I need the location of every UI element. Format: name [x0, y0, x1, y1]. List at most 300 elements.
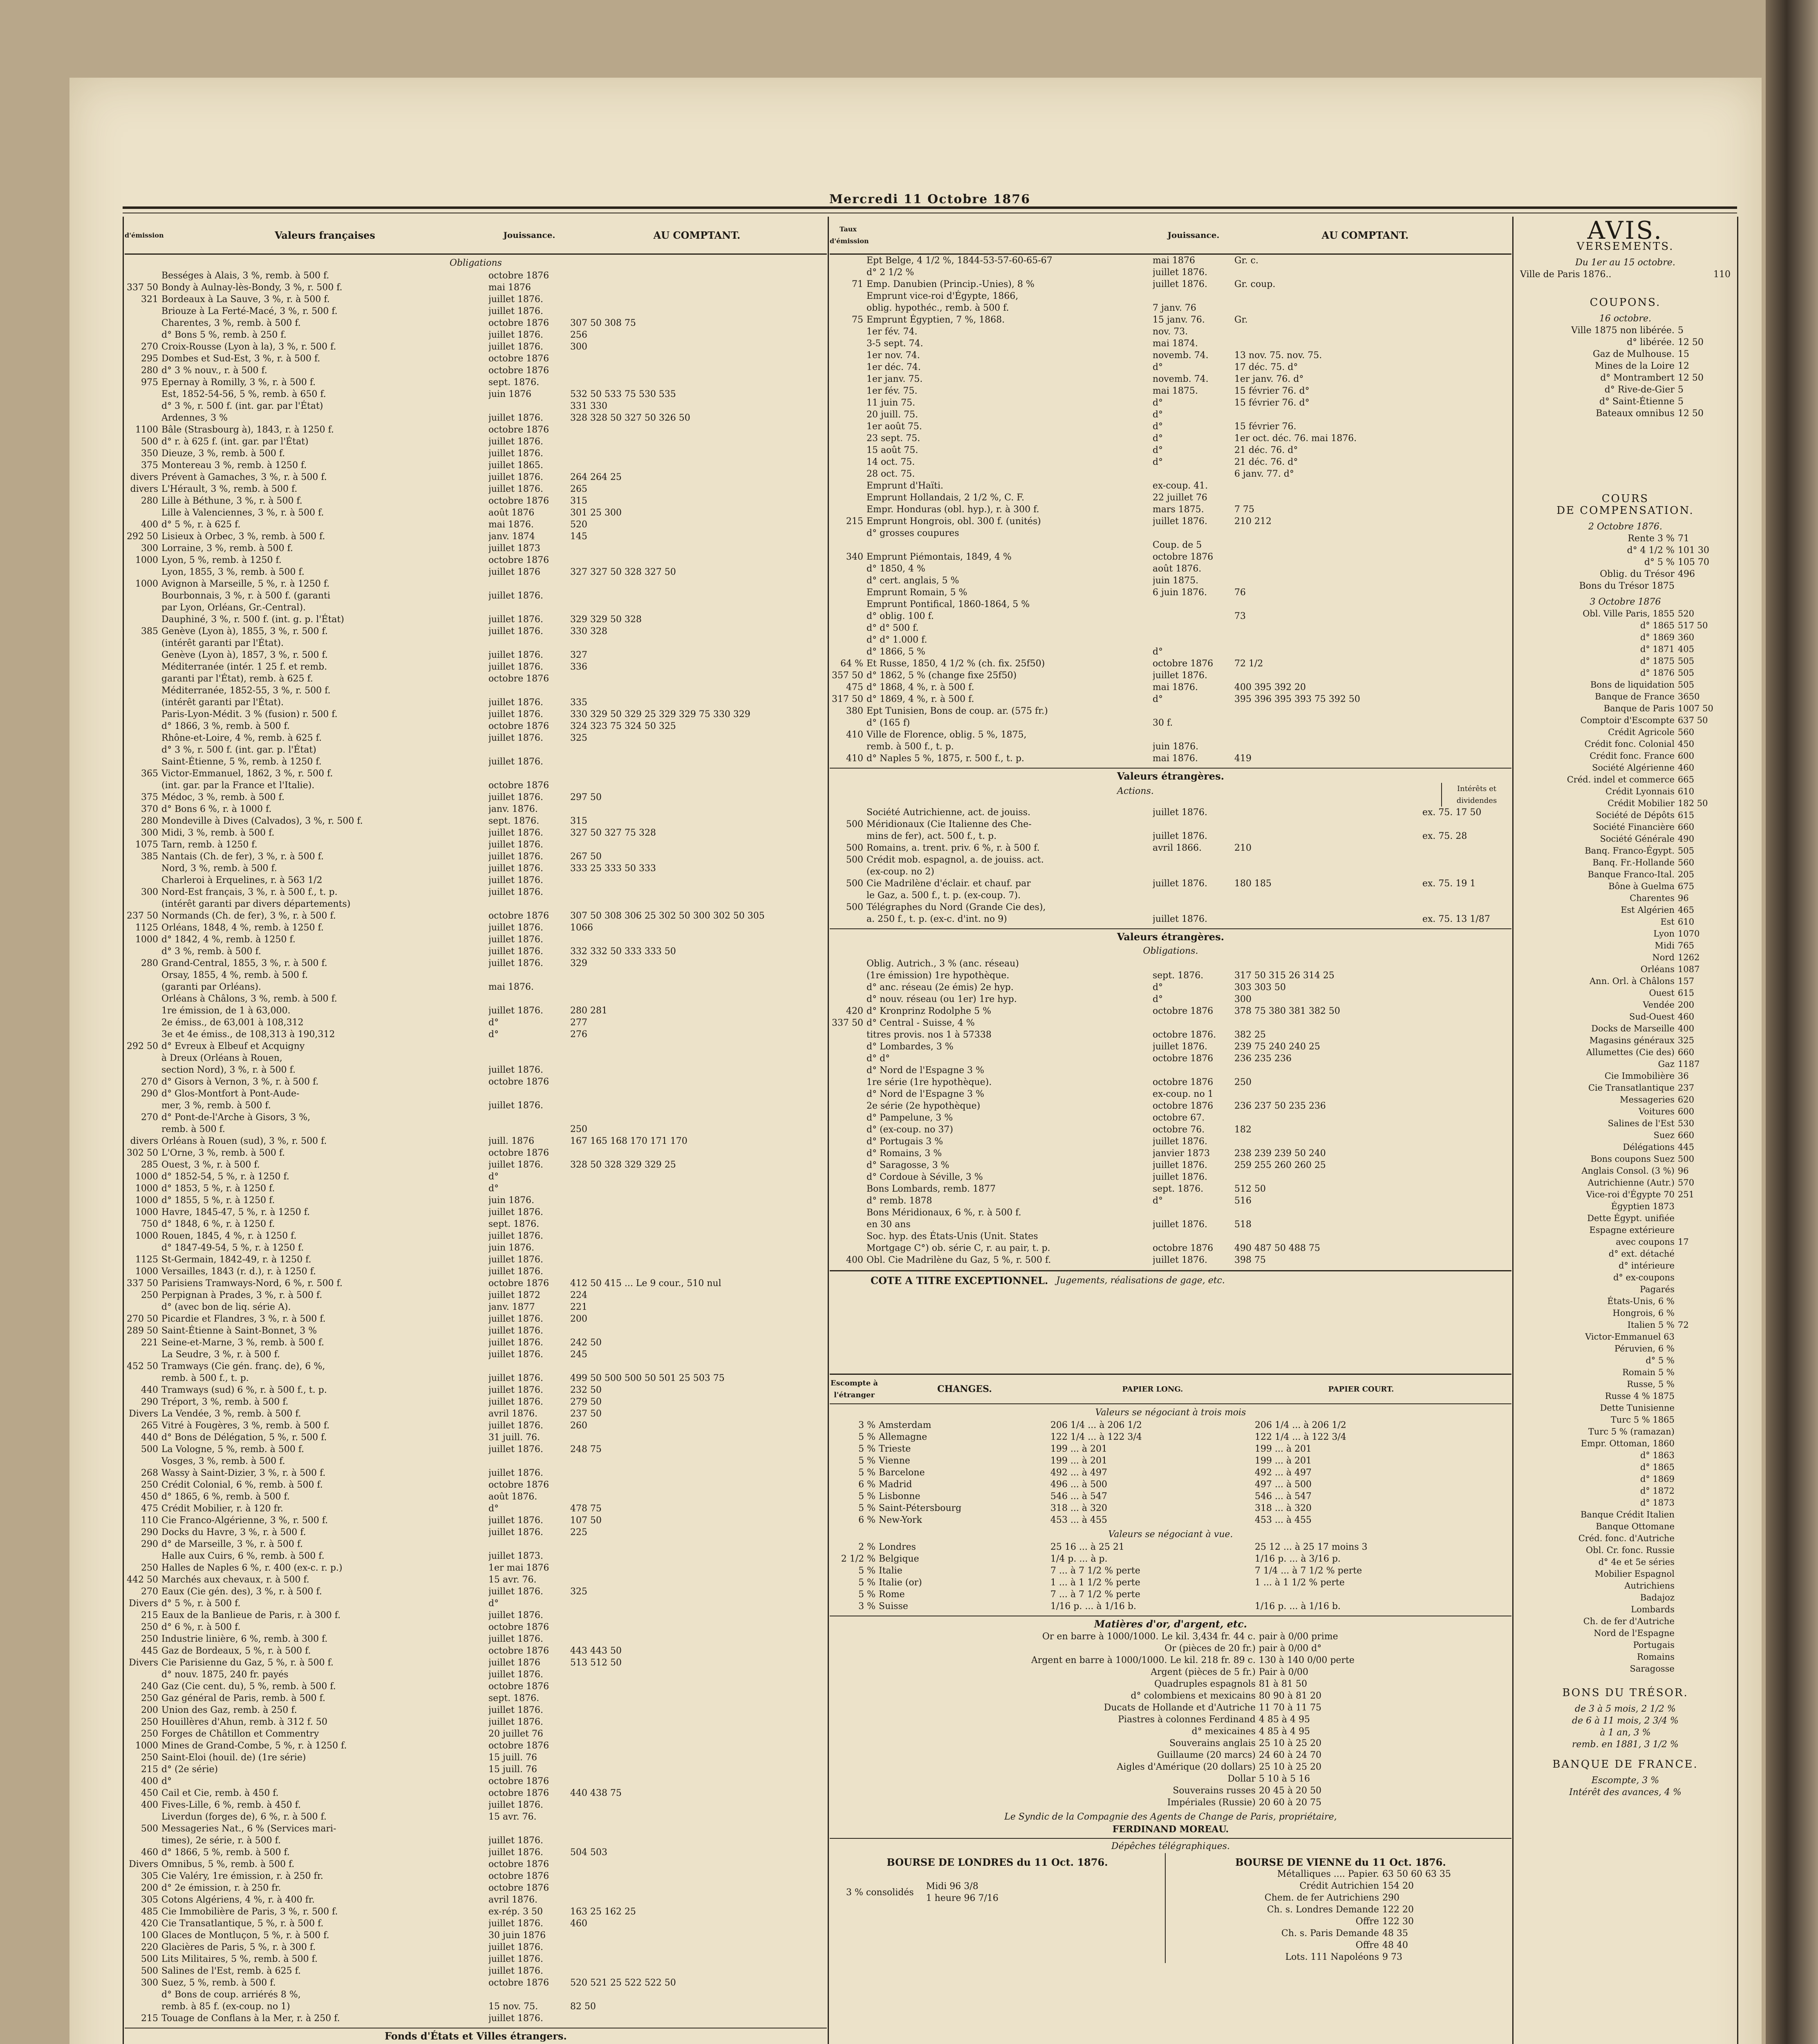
jouissance-date: juillet 1876.	[488, 1385, 543, 1395]
compensation-item: Lombards	[1631, 1605, 1675, 1614]
cash-price	[1234, 854, 1422, 866]
jouissance-date: octobre 1876	[1153, 1101, 1213, 1111]
cash-price	[570, 1858, 824, 1870]
security-name: Seine-et-Marne, 3 %, remb. à 500 f.	[161, 1338, 325, 1348]
security-name: d° oblig. 100 f.	[866, 611, 934, 621]
security-name: (ex-coup. no 2)	[866, 867, 934, 877]
london-1h-quote: 1 heure 96 7/16	[926, 1893, 999, 1903]
table-row	[1514, 703, 1736, 715]
foreign-actions-subtitle: Actions.	[1117, 786, 1154, 796]
compensation-value: 500	[1678, 1154, 1695, 1164]
compensation-item: Sud-Ouest	[1629, 1012, 1675, 1022]
jouissance-date: juillet 1876.	[488, 863, 543, 874]
emission-price: Divers	[129, 1658, 158, 1668]
table-row	[830, 1490, 1511, 1502]
security-name: Rouen, 1845, 4 %, r. à 1250 f.	[161, 1231, 297, 1241]
table-row	[125, 1870, 827, 1882]
security-name: Gaz de Bordeaux, 5 %, r. à 500 f.	[161, 1646, 311, 1656]
compensation-item: Turc 5 % (ramazan)	[1588, 1427, 1675, 1437]
emission-price: 290	[141, 1089, 158, 1099]
security-name: Saint-Eloi (houil. de) (1re série)	[161, 1753, 306, 1763]
table-row	[125, 756, 827, 768]
jouissance-date: juillet 1876.	[488, 1954, 543, 1964]
table-row	[125, 1112, 827, 1123]
security-name: d° 1862, 5 % (change fixe 25f50)	[866, 670, 1017, 681]
table-row	[125, 2013, 827, 2024]
compensation-item: Messageries	[1620, 1095, 1675, 1105]
compensation-item: Banque Franco-Ital.	[1587, 870, 1675, 879]
table-row	[830, 350, 1511, 361]
compensation-value: 460	[1678, 1012, 1695, 1022]
security-name: d° (avec bon de liq. série A).	[161, 1302, 291, 1312]
compensation-value	[1678, 1521, 1727, 1533]
emission-price: 220	[141, 1942, 158, 1952]
cash-price: 329 329 50 328	[570, 614, 642, 625]
table-row	[830, 1678, 1511, 1690]
cash-price	[570, 1206, 824, 1218]
security-name: Eaux de la Banlieue de Paris, r. à 300 f.	[161, 1610, 341, 1620]
cash-price: 303 303 50	[1234, 982, 1286, 993]
emission-price	[125, 388, 161, 400]
exchange-place: Rome	[879, 1589, 905, 1600]
emission-price: 1000	[135, 1231, 158, 1241]
table-row	[830, 539, 1511, 551]
table-row	[125, 578, 827, 590]
cash-price: 82 50	[570, 2001, 596, 2012]
table-row	[830, 1702, 1511, 1714]
table-row	[830, 1100, 1511, 1112]
compensation-item: Mobilier Espagnol	[1594, 1569, 1675, 1579]
versements-period: Du 1er au 15 octobre.	[1575, 258, 1675, 268]
cash-price	[570, 1764, 824, 1775]
table-row	[830, 993, 1511, 1005]
emission-price	[125, 2001, 161, 2013]
cash-price	[1234, 1136, 1508, 1148]
changes-header	[830, 1374, 1511, 1404]
table-row	[125, 1930, 827, 1941]
table-row	[830, 1041, 1511, 1053]
table-row	[830, 1195, 1511, 1207]
security-name	[866, 539, 1153, 551]
compensation-item: Banq. Fr.-Hollande	[1592, 858, 1675, 867]
table-row	[1514, 1023, 1736, 1035]
compensation-value: 17	[1678, 1237, 1689, 1247]
table-row	[125, 507, 827, 519]
jouissance-date: juillet 1876.	[1153, 516, 1207, 527]
compensation-value: 660	[1678, 1047, 1695, 1057]
compensation-value: 610	[1678, 917, 1695, 927]
security-name: d° 1855, 5 %, r. à 1250 f.	[161, 1195, 275, 1206]
jouissance-date: d°	[1153, 398, 1163, 408]
foreign-actions-title: Valeurs étrangères.	[830, 768, 1511, 782]
cash-price: 73	[1234, 611, 1246, 621]
table-row	[830, 1797, 1511, 1809]
table-row	[1514, 1070, 1736, 1082]
cash-price	[1234, 634, 1508, 646]
cash-price: 440 438 75	[570, 1788, 622, 1798]
cash-price: 264 264 25	[570, 472, 622, 482]
long-paper-rate: 1/16 p. ... à 1/16 b.	[1050, 1601, 1137, 1611]
table-row	[830, 397, 1511, 409]
table-row	[830, 1690, 1511, 1702]
compensation-item: d° 1865	[1640, 1462, 1675, 1472]
table-row	[1514, 1592, 1736, 1604]
cash-price: 512 50	[1234, 1184, 1266, 1194]
table-row	[830, 444, 1511, 456]
jouissance-date: juillet 1876.	[488, 1421, 543, 1431]
security-name: d° 1848, 6 %, r. à 1250 f.	[161, 1219, 275, 1229]
security-name: times), 2e série, r. à 500 f.	[161, 1836, 281, 1846]
table-row	[1514, 881, 1736, 892]
security-name: Briouze à La Ferté-Macé, 3 %, r. 500 f.	[161, 306, 338, 316]
security-name: Charentes, 3 %, remb. à 500 f.	[161, 318, 301, 328]
table-row	[830, 753, 1511, 764]
compensation-item: Nord de l'Espagne	[1594, 1628, 1675, 1638]
table-row	[830, 1737, 1511, 1749]
table-row	[125, 1443, 827, 1455]
coupons-date: 16 octobre.	[1599, 314, 1652, 324]
metal-name: Argent (pièces de 5 fr.)	[1151, 1667, 1256, 1677]
table-row	[125, 732, 827, 744]
table-row	[830, 1565, 1511, 1577]
obligations-section-title: Obligations	[450, 258, 502, 268]
emission-price: 289 50	[127, 1326, 158, 1336]
coupons-list	[1514, 325, 1736, 419]
cash-price	[570, 1775, 824, 1787]
compensation-item: Russe 4 % 1875	[1605, 1391, 1675, 1401]
emission-rate	[830, 587, 866, 598]
emission-rate	[830, 890, 866, 901]
emission-rate	[830, 1159, 866, 1171]
jouissance-date	[1153, 705, 1234, 717]
emission-price: 500	[141, 1824, 158, 1834]
table-row	[830, 551, 1511, 563]
short-paper-rate: 25 12 ... à 25 17 moins 3	[1255, 1542, 1368, 1552]
table-row	[125, 1752, 827, 1764]
dividend	[1422, 890, 1492, 901]
table-row	[830, 468, 1511, 480]
emission-price: Divers	[129, 1598, 158, 1609]
jouissance-date: avril 1876.	[488, 1409, 538, 1419]
security-name: (intérêt garanti par l'État).	[161, 638, 284, 648]
jouissance-date: octobre 1876	[488, 911, 549, 921]
jouissance-date: d°	[1153, 1196, 1163, 1206]
cash-price: 21 déc. 76. d°	[1234, 445, 1298, 455]
vienna-value: 154 20	[1382, 1881, 1414, 1891]
security-name: d° remb. 1878	[866, 1196, 932, 1206]
emission-price: divers	[130, 1136, 158, 1146]
table-row	[125, 1420, 827, 1432]
jouissance-date: octobre 1876	[1153, 1006, 1213, 1016]
security-name: d° 5 %, r. à 625 f.	[161, 520, 241, 530]
vienna-item: Chem. de fer Autrichiens	[1264, 1893, 1379, 1903]
page-date-header: Mercredi 11 Octobre 1876	[829, 192, 1031, 206]
security-name: 1er janv. 75.	[866, 374, 923, 384]
cash-price	[570, 1550, 824, 1562]
table-row	[1514, 384, 1736, 396]
table-row	[1514, 372, 1736, 384]
coupon-value: 12 50	[1678, 373, 1704, 383]
emission-price	[125, 863, 161, 874]
compensation-item: Midi	[1655, 941, 1675, 950]
cash-price	[1234, 1112, 1508, 1124]
jouissance-date: juillet 1876.	[488, 852, 543, 862]
security-name: L'Orne, 3 %, remb. à 500 f.	[161, 1148, 285, 1158]
discount-rate: 3 %	[858, 1601, 875, 1611]
cash-price	[570, 1633, 824, 1645]
emission-price: 250	[141, 1753, 158, 1763]
cash-price	[1234, 717, 1508, 729]
compensation-value: 765	[1678, 941, 1695, 950]
cash-price	[570, 294, 824, 305]
emission-price: 110	[141, 1515, 158, 1526]
compensation-value: 1070	[1678, 929, 1700, 939]
jouissance-date: octobre 1876	[488, 425, 549, 435]
table-row	[1514, 1177, 1736, 1189]
exchange-place: Vienne	[879, 1456, 910, 1466]
compensation-item: Bons du Trésor 1875	[1579, 581, 1675, 591]
emission-price	[125, 1455, 161, 1467]
security-name: d° 1866, 5 %	[866, 647, 925, 657]
jouissance-date: octobre 1876	[488, 496, 549, 506]
cash-price	[1234, 1065, 1508, 1076]
table-row	[1514, 1627, 1736, 1639]
table-row	[1514, 1082, 1736, 1094]
security-name: Midi, 3 %, remb. à 500 f.	[161, 828, 275, 838]
security-name: Vitré à Fougères, 3 %, remb. à 500 f.	[161, 1421, 330, 1431]
emission-rate	[830, 326, 866, 338]
table-row	[1514, 1378, 1736, 1390]
compensation-item: Turc 5 % 1865	[1610, 1415, 1675, 1425]
compensation-item: Charentes	[1630, 893, 1675, 903]
metal-price: 25 10 à 25 20	[1259, 1762, 1322, 1772]
table-row	[125, 1882, 827, 1894]
long-paper-rate: 206 1/4 ... à 206 1/2	[1050, 1420, 1142, 1430]
security-name: Lyon, 5 %, remb. à 1250 f.	[161, 555, 282, 565]
table-row	[830, 575, 1511, 587]
metal-price: 24 60 à 24 70	[1259, 1750, 1322, 1760]
metal-name: Piastres à colonnes Ferdinand	[1118, 1715, 1256, 1725]
emission-price: 475	[141, 1504, 158, 1514]
table-row	[125, 1799, 827, 1811]
jouissance-date: juillet 1876.	[488, 875, 543, 885]
jouissance-date: juillet 1876.	[488, 330, 543, 340]
cash-price: 315	[570, 816, 587, 826]
cours-date-1: 2 Octobre 1876.	[1588, 522, 1663, 532]
telegraph-title: Dépêches télégraphiques.	[830, 1838, 1511, 1852]
emission-price: Divers	[129, 1859, 158, 1869]
security-name: Nord-Est français, 3 %, r. à 500 f., t. p.	[161, 887, 338, 897]
coupon-value: 12 50	[1678, 337, 1704, 347]
jouissance-date: d°	[1153, 410, 1163, 420]
table-row	[1514, 1130, 1736, 1141]
table-row	[125, 1123, 827, 1135]
table-row	[1514, 655, 1736, 667]
security-name: Ept Belge, 4 1/2 %, 1844-53-57-60-65-67	[866, 256, 1052, 266]
compensation-item: d° ext. détaché	[1608, 1249, 1675, 1259]
table-row	[125, 1775, 827, 1787]
jouissance-date: juillet 1876.	[488, 1338, 543, 1348]
compensation-value: 560	[1678, 858, 1695, 867]
emission-rate	[830, 373, 866, 385]
table-row	[125, 1953, 827, 1965]
jouissance-date: octobre 1876	[488, 318, 549, 328]
jouissance-date: sept. 1876.	[488, 816, 540, 826]
security-name: Marchés aux chevaux, r. à 500 f.	[161, 1575, 309, 1585]
cash-price	[570, 1088, 824, 1100]
jouissance-date: sept. 1876.	[1153, 1184, 1204, 1194]
table-row	[125, 1858, 827, 1870]
jouissance-date: octobre 1876	[488, 1622, 549, 1632]
compensation-value: 325	[1678, 1035, 1695, 1045]
metal-price: 20 45 à 20 50	[1259, 1786, 1322, 1796]
security-name: d° 1850, 4 %	[866, 564, 925, 574]
security-name: Glacières de Paris, 5 %, r. à 300 f.	[161, 1942, 316, 1952]
emission-rate	[830, 1076, 866, 1088]
cash-price: 443 443 50	[570, 1646, 622, 1656]
vienna-value: 290	[1382, 1893, 1399, 1903]
compensation-value	[1678, 1604, 1727, 1616]
compensation-value	[1678, 1402, 1727, 1414]
cash-price: 520 521 25 522 522 50	[570, 1978, 676, 1988]
coupon-item: Gaz de Mulhouse.	[1593, 349, 1675, 359]
security-name: Et Russe, 1850, 4 1/2 % (ch. fix. 25f50)	[866, 659, 1045, 669]
cash-price: 13 nov. 75. nov. 75.	[1234, 350, 1322, 361]
metal-name: Souverains russes	[1173, 1786, 1256, 1796]
jouissance-date: mai 1876.	[488, 982, 534, 992]
emission-rate	[830, 866, 866, 878]
table-row	[1170, 1892, 1511, 1904]
emission-price	[125, 637, 161, 649]
cash-price: 250	[1234, 1077, 1252, 1087]
cash-price: 250	[570, 1124, 587, 1134]
table-row	[830, 492, 1511, 504]
security-name: Cie Franco-Algérienne, 3 %, r. 500 f.	[161, 1515, 328, 1526]
emission-price	[125, 400, 161, 412]
compensation-item: Délégations	[1623, 1142, 1675, 1152]
metal-price: 130 à 140 0/00 perte	[1259, 1655, 1355, 1665]
cash-price	[570, 1195, 824, 1206]
jouissance-date	[488, 969, 570, 981]
cash-price: Gr. c.	[1234, 256, 1258, 266]
metal-name: Dollar	[1227, 1774, 1256, 1784]
long-paper-rate: 25 16 ... à 25 21	[1050, 1542, 1125, 1552]
security-name: Vosges, 3 %, remb. à 500 f.	[161, 1456, 285, 1466]
table-row	[125, 708, 827, 720]
security-name: d° d° 1.000 f.	[866, 635, 927, 645]
cash-price: 15 février 76. d°	[1234, 398, 1310, 408]
cash-price	[570, 1100, 824, 1112]
coupon-value: 12 50	[1678, 408, 1704, 419]
london-consols-label: 3 % consolidés	[846, 1887, 914, 1898]
emission-price: 290	[141, 1527, 158, 1537]
table-row	[1514, 1414, 1736, 1426]
cash-price	[570, 436, 824, 448]
compensation-value: 1087	[1678, 964, 1700, 974]
security-name: Soc. hyp. des États-Unis (Unit. States	[866, 1231, 1038, 1242]
table-row	[1514, 1153, 1736, 1165]
table-row	[1514, 916, 1736, 928]
cash-price: 265	[570, 484, 587, 494]
compensation-item: Ch. de fer d'Autriche	[1583, 1616, 1675, 1626]
security-name: Cie Immobilière de Paris, 3 %, r. 500 f.	[161, 1907, 338, 1917]
security-name: Fives-Lille, 6 %, remb. à 450 f.	[161, 1800, 301, 1810]
cash-price: 328 328 50 327 50 326 50	[570, 413, 690, 423]
emission-price	[125, 1029, 161, 1040]
compensation-value	[1678, 1485, 1727, 1497]
security-name: d° 3 %, r. 500 f. (int. gar. par l'État)	[161, 401, 323, 411]
cash-price	[570, 1882, 824, 1894]
jouissance-date: d°	[1153, 433, 1163, 444]
jouissance-date: juillet 1876.	[488, 1444, 543, 1455]
table-row	[125, 673, 827, 685]
table-row	[830, 373, 1511, 385]
dividend: ex. 75. 28	[1422, 831, 1467, 841]
discount-rate: 5 %	[858, 1578, 875, 1588]
table-row	[1514, 1521, 1736, 1533]
emission-price: 290	[141, 1397, 158, 1407]
emission-price: 1000	[135, 555, 158, 565]
security-name: d° anc. réseau (2e émis) 2e hyp.	[866, 982, 1014, 993]
compensation-value	[1678, 1461, 1727, 1473]
cash-price	[1234, 958, 1508, 970]
emission-price: 1000	[135, 1172, 158, 1182]
table-row	[1514, 892, 1736, 904]
compensation-value: 72	[1678, 1320, 1689, 1330]
cash-price	[570, 282, 824, 294]
syndic-name: FERDINAND MOREAU.	[1112, 1824, 1229, 1835]
short-paper-rate: 122 1/4 ... à 122 3/4	[1255, 1432, 1346, 1442]
table-row	[125, 448, 827, 459]
jouissance-date: 30 f.	[1153, 718, 1173, 728]
jouissance-date: juillet 1876.	[488, 733, 543, 743]
compensation-value: 610	[1678, 787, 1695, 796]
emission-price: 237 50	[127, 911, 158, 921]
table-row	[830, 890, 1511, 901]
coupon-value: 12	[1678, 361, 1689, 371]
cash-price: 200	[570, 1314, 587, 1324]
jouissance-date: 1er mai 1876	[488, 1563, 549, 1573]
dividends-header: Intérêts et dividendes	[1441, 783, 1511, 807]
metal-name: Or en barre à 1000/1000. Le kil. 3,434 fr. 44 c.	[1042, 1632, 1256, 1642]
security-name: Médoc, 3 %, remb. à 500 f.	[161, 792, 284, 802]
table-row	[830, 1773, 1511, 1785]
security-name: d° 5 %, r. à 500 f.	[161, 1598, 241, 1609]
table-row	[125, 1918, 827, 1930]
emission-price: 305	[141, 1895, 158, 1905]
emission-rate	[830, 421, 866, 433]
security-name: L'Hérault, 3 %, remb. à 500 f.	[161, 484, 298, 494]
table-row	[125, 827, 827, 839]
cash-price	[570, 1147, 824, 1159]
jouissance-date: octobre 1876	[488, 1681, 549, 1692]
cash-price: 300	[570, 342, 587, 352]
emission-price: 500	[141, 437, 158, 447]
cash-price: 307 50 308 306 25 302 50 300 302 50 305	[570, 911, 765, 921]
short-paper-rate: 199 ... à 201	[1255, 1444, 1312, 1454]
jouissance-date	[1153, 598, 1234, 610]
jouissance-date	[488, 1538, 570, 1550]
emission-price: 250	[141, 1634, 158, 1644]
table-row	[125, 1432, 827, 1443]
table-row	[125, 1384, 827, 1396]
cash-price	[1234, 866, 1422, 878]
compensation-value: 205	[1678, 870, 1695, 879]
emission-price: 250	[141, 1729, 158, 1739]
jouissance-date: juillet 1876.	[1153, 1042, 1207, 1052]
table-row	[830, 610, 1511, 622]
compensation-item: Crédit Agricole	[1608, 727, 1675, 737]
